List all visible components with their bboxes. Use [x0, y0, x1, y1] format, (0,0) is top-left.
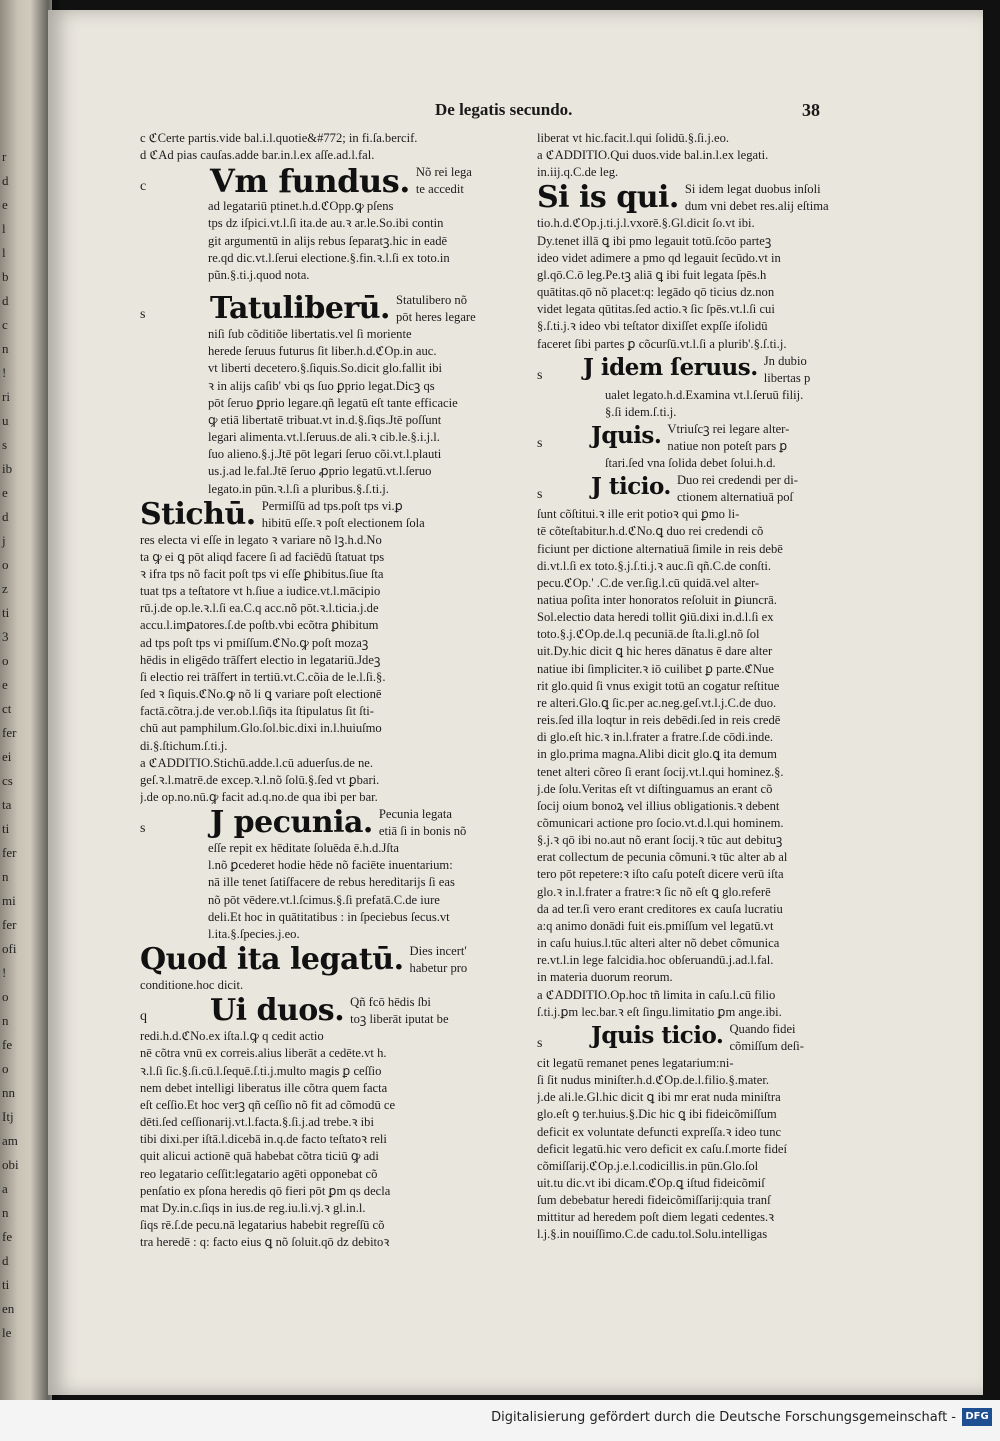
margin-letter: q [140, 1009, 147, 1025]
section-ubi-duos [140, 994, 502, 1028]
left-page-fragment: mi [2, 893, 16, 908]
left-page-fragment: ofi [2, 941, 17, 956]
left-page-fragment: d [2, 293, 9, 308]
text-line: in caſu huius.l.tūc alteri alter nõ debet cõmunica [537, 936, 780, 951]
left-page-fragment: 3 [2, 629, 9, 644]
text-line: tenet alteri cõreo ſi erant ſocij.vt.l.qui hominez.§. [537, 764, 784, 779]
left-page-fragment: le [2, 1325, 12, 1340]
text-line: ꝛ.l.ſi ſic.§.ſi.cū.l.ſequē.ſ.ti.j.multo magis ꝑ ceſſio [140, 1063, 382, 1078]
running-head: De legatis secundo. [435, 100, 573, 119]
left-page-fragment: r [2, 149, 7, 164]
left-page-fragment: obi [2, 1157, 19, 1172]
left-page-fragment: ei [2, 749, 12, 764]
text-line: l.ita.§.ſpecies.j.eo. [208, 926, 300, 941]
text-line: di glo.eſt hic.ꝛ in.l.frater a fratre.ſ.de cōdi.inde. [537, 730, 774, 745]
text-line: redi.h.d.ℭNo.ex iſta.l.ꝙ q cedit actio [140, 1029, 324, 1044]
text-line: conditione.hoc dicit. [140, 978, 244, 993]
text-line: cõmiſſarij.ℭOp.j.e.l.codicillis.in pūn.Glo.ſol [537, 1158, 759, 1173]
text-line: penſatio ex pſona heredis qō fieri pōt ꝑm qs decla [140, 1183, 391, 1198]
text-line: videt legata qūtitas.ſed actio.ꝛ ſic ſpēs.vt.l.ſi cui [537, 302, 775, 317]
left-column [140, 130, 502, 1251]
text-line: mat Dy.in.c.ſiqs in ius.de reg.iu.li.vj.ꝛ gl.in.l. [140, 1200, 366, 1215]
left-page-fragment: n [2, 341, 9, 356]
lemma-heading: Vm fundus. [210, 162, 410, 201]
text-line: hibitū eſſe.ꝛ poſt electionem ſola [261, 515, 425, 530]
text-line: ideo videt adimere a pmo qd legauit ſecūdo.vt in [537, 250, 781, 265]
text-line: reo legatario ceſſit:legatario agēti opponebat cõ [140, 1166, 378, 1181]
text-line: a:q animo donādi fuit eis.pmiſſum vel legatū.vt [537, 918, 774, 933]
text-line: ſtari.ſed vna ſolida debet ſolui.h.d. [605, 456, 776, 471]
digitization-credit-bar [0, 1400, 1000, 1441]
lemma-heading: J ticio. [591, 473, 671, 501]
section-unum-fundus [140, 162, 502, 201]
text-line: di.§.ſtichum.ſ.ti.j. [140, 738, 228, 753]
text-line: in glo.prima magna.Alibi dicit glo.ꝗ ita demum [537, 747, 777, 762]
text-line: liberat vt hic.facit.l.qui ſolidū.§.ſi.j.eo. [537, 131, 730, 145]
text-line: natiue non poteſt pars ꝑ [667, 439, 788, 454]
text-line: Statulibero nõ [395, 293, 467, 308]
text-line: §.ſi idem.ſ.ti.j. [605, 404, 677, 419]
text-line: Dy.tenet illā ꝗ ibi pmo legauit totū.ſcōo parteꝫ [537, 233, 772, 248]
section-si-ticio [537, 472, 837, 506]
text-line: eſſe repit ex hēditate ſoluēda ē.h.d.Jſta [208, 841, 399, 856]
margin-letter: c [140, 179, 147, 195]
text-line: rū.j.de op.le.ꝛ.l.ſi ea.C.q acc.nõ pōt.ꝛ.l.ticia.j.de [140, 601, 379, 616]
left-page-fragment: j [2, 533, 6, 548]
left-page-fragment: cs [2, 773, 13, 788]
text-line: c ℭCerte partis.vide bal.i.l.quotie&#772; in fi.ſa.bercif. [140, 131, 418, 145]
lemma-heading: Quod ita legatū. [140, 942, 404, 978]
text-line: niſi ſub cõditiõe libertatis.vel ſi moriente [208, 327, 412, 342]
text-line: tē cõteſtabitur.h.d.ℭNo.ꝗ duo rei credendi cõ [537, 524, 764, 539]
text-line: cit legatū remanet penes legatarium:ni- [537, 1055, 734, 1070]
left-page-fragment: am [2, 1133, 18, 1148]
text-line: glo.ꝛ in.l.frater a fratre:ꝛ ſic nõ eſt ꝗ glo.referē [537, 884, 771, 899]
left-page-fragment: ! [2, 365, 7, 380]
left-page-fragment: d [2, 173, 9, 188]
left-page-fragment: n [2, 1013, 9, 1028]
text-line: pōt ſeruo ꝑprio legare.qñ legatū eſt tante efficacie [208, 395, 458, 410]
text-line: Quando fidei [729, 1021, 796, 1036]
lemma-heading: Ui duos. [210, 993, 345, 1029]
text-line: legato.in pūn.ꝛ.l.ſi a pluribus.§.ſ.ti.j. [208, 481, 389, 496]
text-line: re alteri.Glo.ꝗ ſic.per ac.neg.geſ.vt.l.j.C.de duo. [537, 695, 777, 710]
text-line: ſocij oium bonoꝝ vel illius obligationis.ꝛ debent [537, 798, 780, 813]
left-page-fragment: d [2, 509, 9, 524]
text-line: dum vni debet res.alij eſtima [684, 199, 829, 214]
dfg-logo-icon: DFG [962, 1408, 992, 1426]
left-page-fragment: l [2, 221, 6, 236]
text-line: tra heredē : q: facto eius ꝗ nõ ſoluit.qō dz debitoꝛ [140, 1235, 390, 1250]
lemma-heading: Jquis. [591, 422, 662, 450]
text-line: da ad ter.ſi vero erant creditores ex cauſa lucratiu [537, 901, 783, 916]
section-quod-ita-legatum [140, 943, 502, 977]
lemma-heading: Jquis ticio. [591, 1021, 724, 1049]
text-line: nõ pōt vēdere.vt.l.ſcimus.§.ſi prefatā.C.de iure [208, 892, 440, 907]
left-page-fragment: fe [2, 1037, 13, 1052]
text-line: tibi dixi.per iſtā.l.dicebā in.q.de facto teſtatoꝛ reli [140, 1132, 387, 1147]
section-si-pecunia [140, 806, 502, 840]
left-page-fragment: b [2, 269, 9, 284]
text-line: factā.cõtra.j.de ver.ob.l.ſiq̄s ita ſtipulatus ſit ſti- [140, 704, 374, 719]
text-line: glo.eſt ꝯ ter.huius.§.Dic hic ꝗ ibi fideicõmiſſum [537, 1107, 777, 1122]
text-line: ꝛ ifra tps nõ facit poſt tps vi eſſe ꝑhibitus.ſiue ſta [140, 566, 384, 581]
left-page-fragment: o [2, 557, 9, 572]
digitization-credit: Digitalisierung gefördert durch die Deutsche Forschungsgemeinschaft - [491, 1410, 956, 1425]
margin-letter: s [140, 821, 146, 837]
left-page-fragment: e [2, 485, 8, 500]
left-page-fragment: c [2, 317, 8, 332]
text-line: in.iij.q.C.de leg. [537, 165, 619, 180]
text-line: §.j.ꝛ qō ibi no.aut nõ erant ſocij.ꝛ tūc aut debituꝫ [537, 833, 783, 848]
text-line: re.vt.l.in lege falcidia.hoc obſeruandū.j.ad.l.fal. [537, 953, 774, 968]
left-page-fragment: ta [2, 797, 12, 812]
text-line: chū aut pamphilum.Glo.ſol.bic.dixi in.l.huiuſmo [140, 721, 382, 736]
left-page-fragment: u [2, 413, 9, 428]
margin-letter: s [537, 1035, 543, 1051]
left-page-fragment: n [2, 1205, 9, 1220]
text-line: ta ꝙ ei ꝗ pōt aliqd facere ſi ad faciēdū ſtatuat tps [140, 549, 385, 564]
text-line: ualet legato.h.d.Examina vt.l.ſeruū filij. [605, 387, 804, 402]
text-line: ſum debebatur heredi fideicõmiſſarij:quia tranſ [537, 1193, 771, 1208]
text-line: rit glo.quid ſi vnus exigit totū an cogatur reſtitue [537, 678, 780, 693]
margin-letter: s [140, 307, 146, 323]
text-line: git argumentū in alijs rebus ſeparatꝫ.hic in eadē [208, 233, 448, 248]
left-page-fragment: nn [2, 1085, 15, 1100]
text-line: deficit ex voluntate defuncti expreſſa.ꝛ ideo tunc [537, 1124, 782, 1139]
text-line: accu.l.imꝑatores.ſ.de poſtb.vbi ecõtra ꝑhibitum [140, 618, 379, 633]
text-line: deficit legatū.hic vero deficit ex caſu.ſ.morte fideí [537, 1141, 788, 1156]
text-line: toto.§.j.ℭOp.de.l.q pecuniā.de ſta.li.gl.nõ ſol [537, 627, 760, 642]
text-line: herede ſeruus futurus ſit liber.h.d.ℭOp.in auc. [208, 344, 437, 359]
text-line: uit.tu dic.vt ibi dicam.ℭOp.ꝗ iſtud fideicõmiſ [537, 1175, 765, 1190]
lemma-heading: Tatuliberū. [210, 291, 390, 327]
text-line: a ℭADDITIO.Op.hoc tñ limita in caſu.l.cū filio [537, 987, 776, 1002]
text-line: ad legatariū ptinet.h.d.ℭOpp.ꝙ pſens [208, 199, 394, 214]
section-stichum [140, 498, 502, 532]
text-line: natiua poſita inter honoratos reſoluit in ꝑiuncrā. [537, 592, 777, 607]
text-line: ꝙ etiā libertatē tribuat.vt in.d.§.ſiqs.Jtē poſſunt [208, 412, 442, 427]
text-line: libertas p [763, 370, 811, 385]
lemma-heading: Si is qui. [537, 180, 679, 216]
text-line: Duo rei credendi per di- [676, 473, 798, 488]
text-line: cõmiſſum deſi- [729, 1038, 804, 1053]
text-line: erat collectum de pecunia cõmuni.ꝛ tūc alter ab al [537, 850, 788, 865]
left-page-fragment: a [2, 1181, 8, 1196]
text-line: ctionem alternatiuā poſ [676, 490, 794, 505]
left-page-fragment: fer [2, 845, 17, 860]
left-page-fragment: ti [2, 821, 10, 836]
text-line: ſunt cõſtitui.ꝛ ille erit potioꝛ qui ꝑmo li- [537, 507, 740, 522]
left-page-fragment: fer [2, 917, 17, 932]
left-page-fragment: o [2, 653, 9, 668]
text-line: Si idem legat duobus inſoli [684, 182, 821, 197]
text-line: nem debet intelligi liberatus ille cõtra quem facta [140, 1080, 388, 1095]
text-line: deli.Et hoc in quātitatibus : in ſpeciebus ſecus.vt [208, 909, 450, 924]
text-line: tero pōt repetere:ꝛ iſto caſu poteſt dicere verū iſta [537, 867, 784, 882]
text-line: ad tps poſt tps vi pmiſſum.ℭNo.ꝙ poſt mozaꝫ [140, 635, 369, 650]
text-line: Nõ rei lega [415, 165, 472, 180]
text-line: ſi electio rei trāſfert in tertiū.vt.C.cõia de le.l.ſi.§. [140, 669, 386, 684]
text-line: l.nõ ꝑcederet hodie hēde nõ faciēte inuentarium: [208, 858, 453, 873]
text-line: reis.ſed illa loqtur in reis debēdi.ſed in reis credē [537, 713, 781, 728]
left-page-fragment: ti [2, 605, 10, 620]
text-line: ꝛ in alijs caſib' vbi qs ſuo ꝑprio legat.Dicꝫ qs [208, 378, 435, 393]
text-line: d ℭAd pias cauſas.adde bar.in.l.ex aſſe.ad.l.fal. [140, 148, 375, 163]
lemma-heading: J pecunia. [210, 805, 373, 841]
section-si-idem-seruus [537, 353, 837, 387]
left-page-fragment: o [2, 1061, 9, 1076]
left-page-fragment: s [2, 437, 8, 452]
text-line: hēdis in eligēdo trāſfert electio in legatariū.Jdeꝫ [140, 652, 381, 667]
right-column [537, 130, 837, 1244]
text-line: habetur pro [409, 961, 468, 976]
left-page-fragment: ib [2, 461, 13, 476]
left-page-fragment: ti [2, 1277, 10, 1292]
text-line: mittitur ad heredem poſt diem legati cedentes.ꝛ [537, 1210, 775, 1225]
left-page-fragment: e [2, 677, 8, 692]
text-line: ſuo alieno.§.j.Jtē pōt legari ſeruo cõi.vt.l.plauti [208, 447, 442, 462]
text-line: Sol.electio data heredi tollit ꝯiū.dixi in.d.l.ſi ex [537, 610, 774, 625]
folio-number: 38 [802, 100, 820, 120]
left-page-fragment: z [2, 581, 8, 596]
text-line: re.qd dic.vt.l.ſerui electione.§.fin.ꝛ.l.ſi ex toto.in [208, 250, 450, 265]
text-line: natiue ibi ſimpliciter.ꝛ iō cuilibet ꝑ parte.ℭNue [537, 661, 774, 676]
lemma-heading: J idem ſeruus. [583, 353, 758, 381]
text-line: tps dz iſpici.vt.l.ſi ita.de au.ꝛ ar.le.So.ibi contin [208, 216, 444, 231]
text-line: a ℭADDITIO.Qui duos.vide bal.in.l.ex legati. [537, 148, 769, 163]
text-line: eſt ceſſio.Et hoc verꝫ qñ ceſſio nõ fit ad cõmodū ce [140, 1097, 396, 1112]
section-si-is-qui [537, 181, 837, 215]
text-line: j.de ſolu.Veritas eſt vt diſtinguamus an erant cõ [537, 781, 773, 796]
text-line: toꝫ liberāt iputat be [350, 1012, 449, 1027]
left-page-fragment: e [2, 197, 8, 212]
text-line: di.vt.l.ſi ex toto.§.j.ſ.ti.j.ꝛ auc.ſi qñ.C.de conſti. [537, 558, 772, 573]
text-line: etiā ſi in bonis nõ [378, 824, 467, 839]
text-line: ſed ꝛ ſiquis.ℭNo.ꝙ nõ li ꝗ variare poſt electionē [140, 687, 382, 702]
text-line: quātitas.qō nõ placet:q: legādo qō ticius dz.non [537, 285, 775, 300]
text-line: faceret ſibi partes ꝑ cõcurſū.vt.l.ſi a plurib'.§.ſ.ti.j. [537, 336, 787, 351]
left-page-fragment: Itj [2, 1109, 14, 1124]
left-page-fragment: o [2, 989, 9, 1004]
left-page-fragment: fe [2, 1229, 13, 1244]
left-page-fragment: n [2, 869, 9, 884]
left-page-fragment: en [2, 1301, 15, 1316]
margin-letter: s [537, 487, 543, 503]
text-line: te accedit [415, 182, 464, 197]
text-line: cõmunicari actione pro ſocio.vt.d.l.qui hominem. [537, 816, 784, 830]
text-line: pecu.ℭOp.' .C.de ver.ſig.l.cū quidā.vel alter- [537, 575, 760, 590]
text-line: legari alimenta.vt.l.ſeruus.de ali.ꝛ cib.le.§.i.j.l. [208, 430, 440, 445]
left-page-fragment: l [2, 245, 6, 260]
section-si-quis [537, 421, 837, 455]
section-si-quis-ticio [537, 1021, 837, 1055]
text-line: Vtriuſcꝫ rei legare alter- [667, 422, 790, 437]
left-page-fragment: fer [2, 725, 17, 740]
text-line: quit alicui actionē quā habebat cõtra ticiū ꝙ adi [140, 1149, 379, 1164]
text-line: Dies incert' [409, 944, 467, 959]
text-line: in materia duorum reorum. [537, 970, 673, 985]
text-line: tio.h.d.ℭOp.j.ti.j.l.vxorē.§.Gl.dicit ſo.vt ibi. [537, 216, 755, 231]
text-line: pũn.§.ti.j.quod nota. [208, 267, 310, 282]
text-line: ficiunt per dictione alternatiuā ſimile in reis debē [537, 541, 783, 556]
text-line: nā ille tenet ſatiſfacere de rebus hereditarijs ſi eas [208, 875, 455, 890]
text-line: geſ.ꝛ.l.matrē.de excep.ꝛ.l.nõ ſolū.§.ſed vt ꝑbari. [140, 772, 380, 787]
text-line: ſiqs rē.ſ.de pecu.nā legatarius habebit regreſſū cõ [140, 1217, 385, 1232]
text-line: l.j.§.in nouiſſimo.C.de cadu.tol.Solu.intelligas [537, 1227, 768, 1242]
text-line: dēti.ſed ceſſionarij.vt.l.facta.§.ſi.j.ad trebe.ꝛ ibi [140, 1115, 374, 1130]
text-line: nē cõtra vnū ex correis.alius liberāt a cedēte.vt h. [140, 1046, 387, 1061]
text-line: Qñ fcō hēdis ſbi [350, 995, 431, 1010]
text-line: j.de op.no.nū.ꝙ facit ad.q.no.de qua ibi per bar. [140, 790, 378, 804]
text-line: Permiſſū ad tps.poſt tps vi.ꝑ [261, 498, 403, 513]
text-line: tuat tps a teſtatore vt h.ſiue a iudice.vt.l.mācipio [140, 584, 381, 599]
margin-letter: s [537, 367, 543, 383]
text-line: vt liberti decetero.§.ſiquis.So.dicit glo.fallit ibi [208, 361, 442, 376]
text-line: Pecunia legata [378, 807, 452, 822]
text-line: a ℭADDITIO.Stichū.adde.l.cū aduerſus.de ne. [140, 755, 374, 770]
text-line: gl.qō.C.ō leg.Pe.tꝫ aliā ꝗ ibi fuit legata ſpēs.h [537, 267, 767, 282]
margin-letter: s [537, 436, 543, 452]
text-line: ſ.ti.j.ꝑm lec.bar.ꝛ eſt ſingu.limitatio ꝑm ange.ibi. [537, 1004, 782, 1019]
text-line: §.ſ.ti.j.ꝛ ideo vbi teſtator dixiſſet expſſe iſolidū [537, 319, 768, 334]
text-line: pōt heres legare [395, 310, 476, 325]
left-page-fragment: ri [2, 389, 10, 404]
text-line: uit.Dy.hic dicit ꝗ hic heres dānatus ē dare alter [537, 644, 773, 659]
text-line: res electa vi eſſe in legato ꝛ variare nõ lꝫ.h.d.No [140, 532, 382, 547]
text-line: Jn dubio [763, 353, 807, 368]
text-line: us.j.ad le.fal.Jtē ſeruo ꝓprio legatū.vt.l.ſeruo [208, 464, 432, 479]
text-line: ſi ſit nudus miniſter.h.d.ℭOp.de.l.filio.§.mater. [537, 1073, 770, 1088]
text-line: j.de ali.le.Gl.hic dicit ꝗ ibi mr erat nuda miniſtra [537, 1090, 781, 1105]
left-page-fragment: ct [2, 701, 12, 716]
section-statuliberum [140, 292, 502, 326]
left-page-fragment: d [2, 1253, 9, 1268]
lemma-heading: Stichū. [140, 496, 256, 532]
left-page-fragment: ! [2, 965, 7, 980]
